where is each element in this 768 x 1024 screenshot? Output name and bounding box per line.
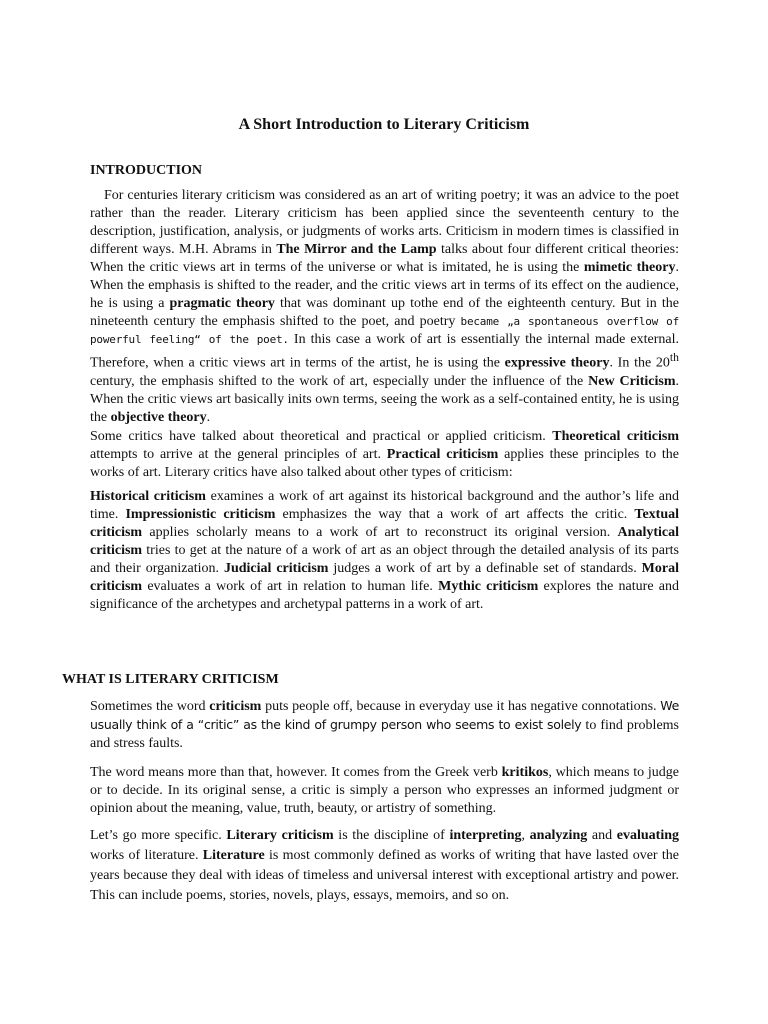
document-title: A Short Introduction to Literary Criticism (238, 116, 530, 133)
text-run: . In the 20 (609, 355, 670, 371)
bold-term: Literature (202, 848, 265, 863)
text-run: , which means to judge or to decide. In its original sense, a critic is simply a person who expresses an informed judgment or opinion about the meaning, value, truth, beauty, or artistry of something. (90, 765, 679, 816)
bold-term: objective theory (110, 409, 207, 425)
text-run: Some critics have talked about theoretical and practical or applied criticism. (90, 429, 553, 444)
bold-term: Moral criticism (90, 561, 679, 594)
kritikos-paragraph (90, 764, 679, 818)
text-run: century, the emphasis shifted to the work of art, especially under the influence of the (90, 373, 589, 389)
text-run: . When the emphasis is shifted to the reader, and the critic views art in terms of its effect on the audience, he is using a (90, 260, 679, 311)
bold-term: interpreting (449, 828, 522, 843)
text-run: that was dominant up tothe end of the eighteenth century. But in the nineteenth century the emphasis shifted to the poet, and poetry (90, 296, 679, 329)
text-run: attempts to arrive at the general principles of art. (90, 447, 387, 462)
bold-term: evaluating (616, 828, 679, 843)
bold-term: Impressionistic criticism (125, 507, 276, 522)
what-is-literary-criticism-heading: WHAT IS LITERARY CRITICISM (62, 672, 279, 687)
text-run: explores the nature and significance of the archetypes and archetypal patterns in a work of art. (90, 579, 679, 612)
text-run: applies scholarly means to a work of art to reconstruct its original version. (142, 525, 618, 540)
bold-term: expressive theory (504, 355, 610, 371)
text-run: to find problems and stress faults. (90, 718, 680, 751)
text-run: puts people off, because in everyday use it has negative connotations. (261, 699, 661, 714)
text-run: evaluates a work of art in relation to human life. (142, 579, 439, 594)
bold-term: Literary criticism (226, 828, 334, 843)
text-run: examines a work of art against its historical background and the author’s life and time. (90, 489, 679, 522)
bold-term: analyzing (529, 828, 588, 843)
text-run: In this case a work of art is essentially the internal made external. Therefore, when a critic views art in terms of the artist, he is using the (90, 332, 679, 371)
text-run: is the discipline of (333, 828, 450, 843)
bold-term: pragmatic theory (169, 296, 275, 311)
text-run: applies these principles to the works of art. Literary critics have also talked about other types of criticism: (90, 447, 679, 480)
literary-criticism-definition-paragraph (90, 826, 679, 906)
bold-term: Judicial criticism (223, 561, 329, 576)
bold-term: New Criticism (588, 373, 676, 389)
introduction-paragraph (90, 187, 679, 427)
superscript: th (669, 351, 679, 364)
bold-term: Textual criticism (90, 507, 679, 540)
theory-paragraph (90, 428, 679, 482)
text-run: works of literature. (90, 848, 203, 863)
criticism-meaning-paragraph (90, 697, 679, 753)
bold-term: mimetic theory (583, 260, 676, 275)
text-run: and (587, 828, 617, 843)
bold-term: Theoretical criticism (552, 429, 679, 444)
bold-term: Practical criticism (386, 447, 499, 462)
text-run: talks about four different critical theories: When the critic views art in terms of the universe or what is imitated, he is using the (90, 242, 679, 275)
bold-term: Historical criticism (90, 489, 206, 504)
text-run: For centuries literary criticism was considered as an art of writing poetry; it was an advice to the poet rather than the reader. Literary criticism has been applied since the seventeenth century to the description, justification, analysis, or judgments of works arts. Criticism in modern times is classified in different ways. M.H. Abrams in (90, 188, 679, 257)
bold-term: The Mirror and the Lamp (276, 242, 437, 257)
text-run: The word means more than that, however. It comes from the Greek verb (90, 765, 502, 780)
text-run: Let’s go more specific. (90, 828, 227, 843)
sans-phrase: We usually think of a “critic” as the kind of grumpy person who seems to exist solely (90, 698, 679, 732)
quoted-phrase: became „a spontaneous overflow of powerful feeling“ of the poet. (90, 315, 679, 346)
bold-term: Mythic criticism (438, 579, 539, 594)
text-run: Sometimes the word (90, 699, 210, 714)
text-run: , (521, 828, 530, 843)
introduction-heading: INTRODUCTION (90, 163, 203, 178)
text-run: emphasizes the way that a work of art affects the critic. (275, 507, 635, 522)
bold-term: kritikos (501, 765, 549, 780)
text-run: tries to get at the nature of a work of art as an object through the detailed analysis of its parts and their organization. (90, 543, 679, 576)
criticism-types-paragraph (90, 488, 679, 614)
bold-term: criticism (209, 699, 262, 714)
text-run: . (206, 409, 211, 425)
bold-term: Analytical criticism (90, 525, 679, 558)
text-run: judges a work of art by a definable set of standards. (328, 561, 642, 576)
text-run: is most commonly defined as works of writing that have lasted over the years because they deal with ideas of timeless and universal interest with exceptional artistry and power. This can include poems, stories, novels, plays, essays, memoirs, and so on. (90, 848, 679, 903)
text-run: . When the critic views art basically inits own terms, seeing the work as a self-contained entity, he is using the (90, 373, 680, 425)
